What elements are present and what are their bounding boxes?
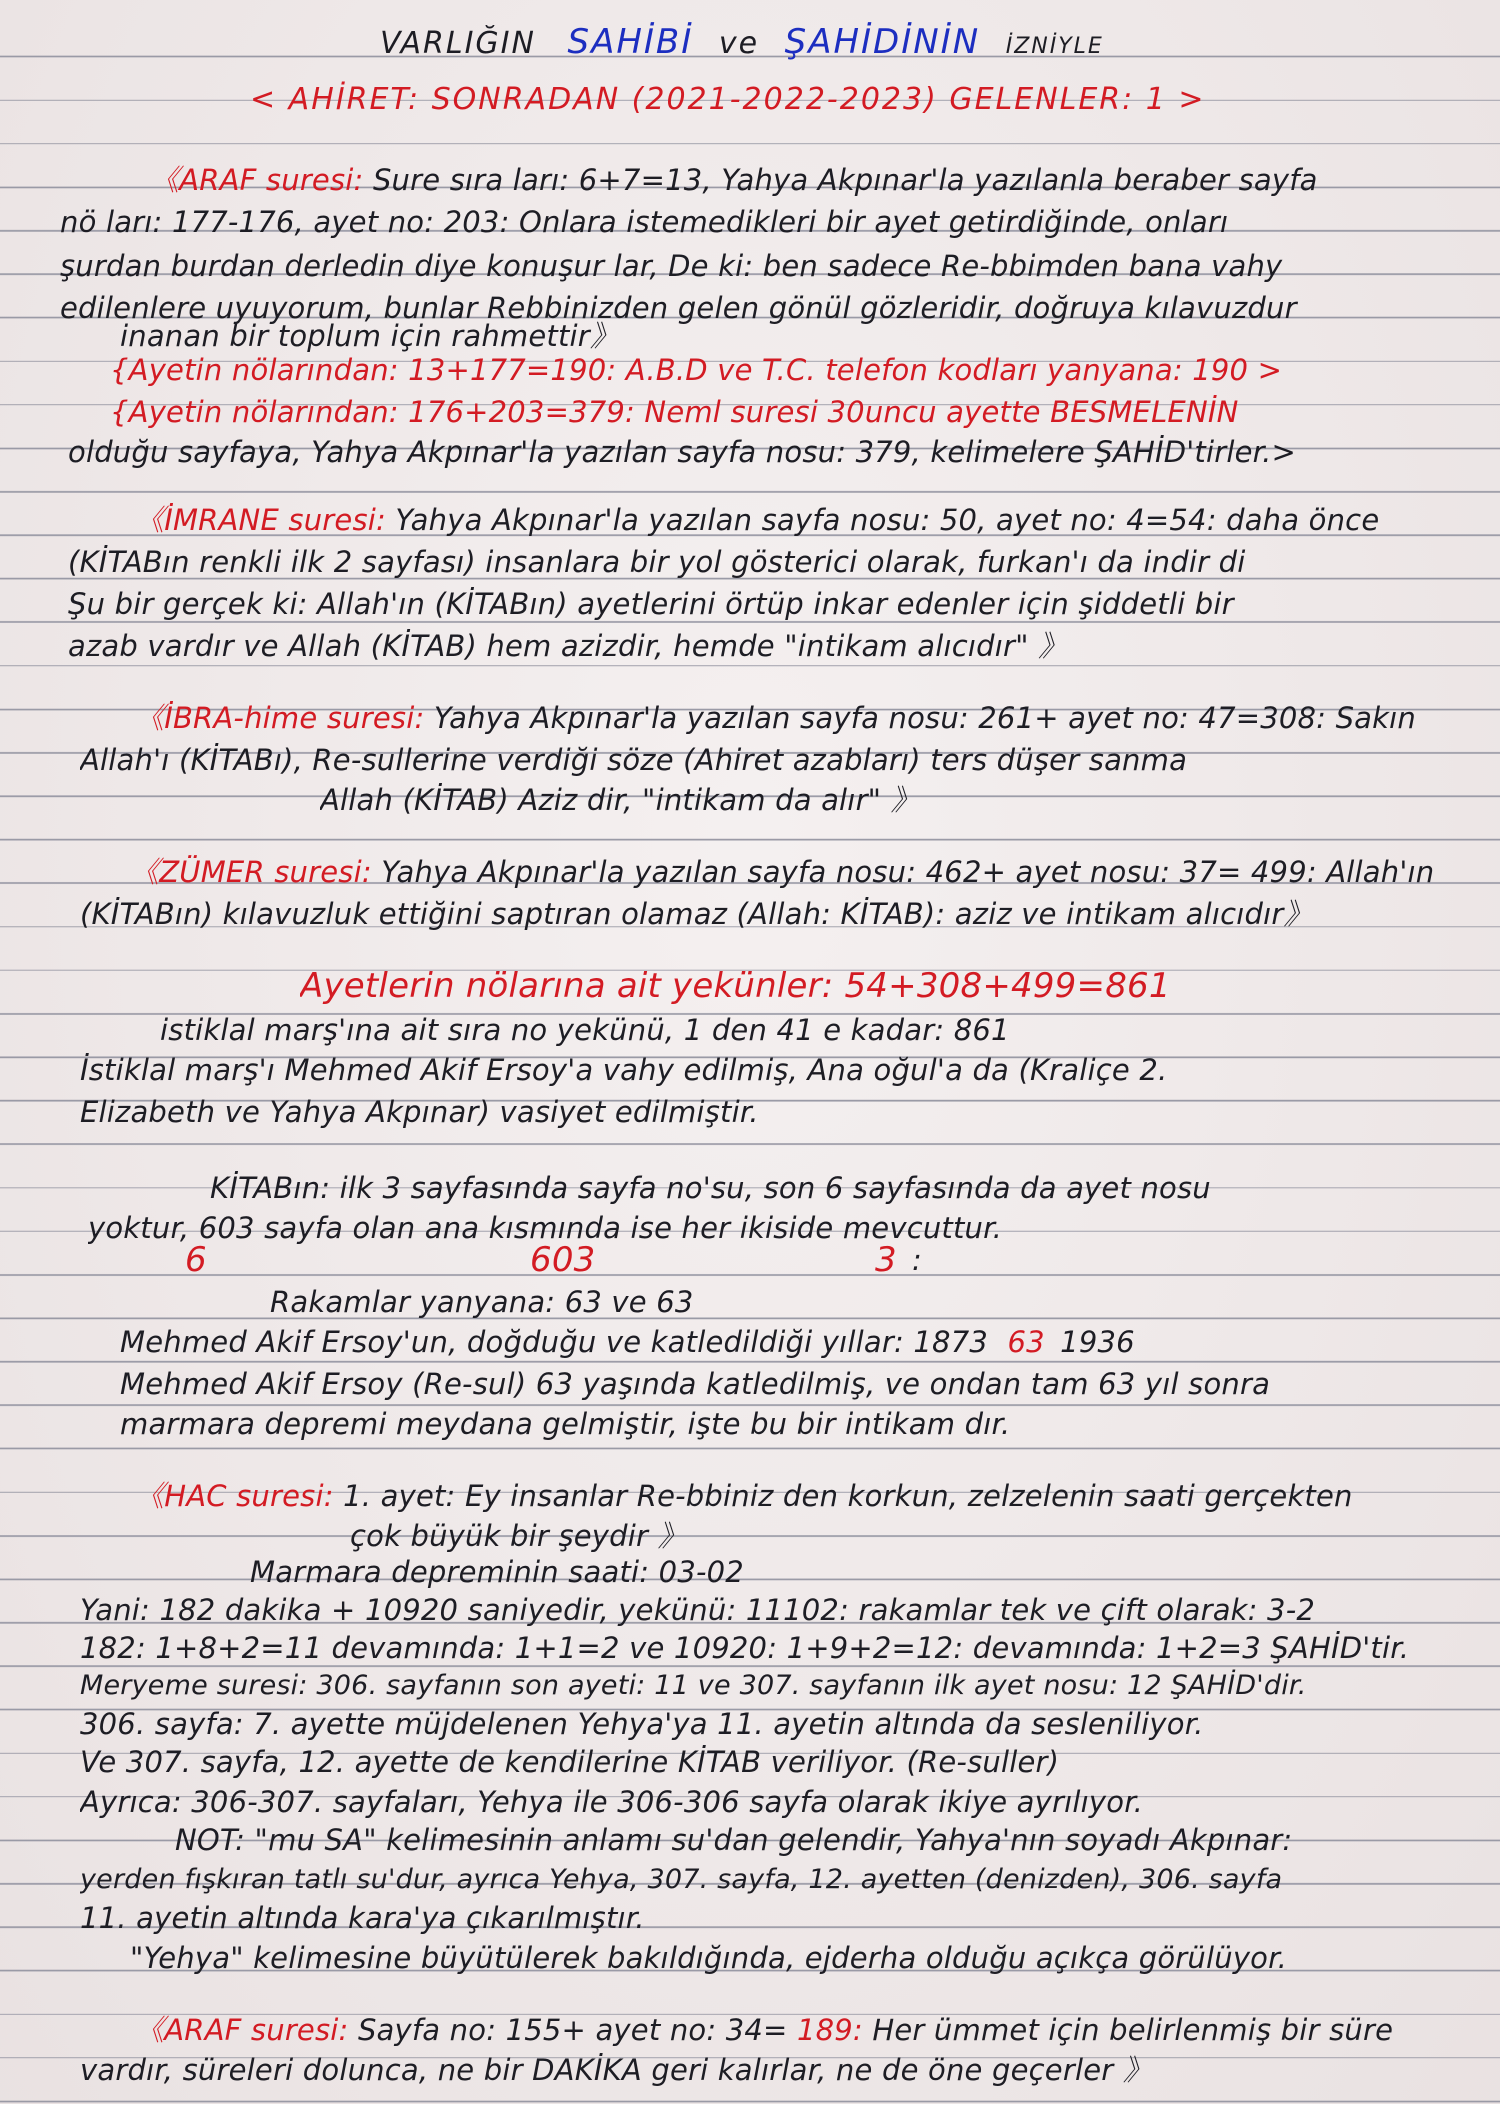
- hac-line-11: yerden fışkıran tatlı su'dur, ayrıca Yehya, 307. sayfa, 12. ayetten (denizden), 306. sayfa: [80, 1864, 1283, 1895]
- number-colon: :: [912, 1243, 922, 1277]
- page-subtitle: < AHİRET: SONRADAN (2021-2022-2023) GELENLER: 1 >: [250, 82, 1206, 117]
- araf-2-text-1-red: 189:: [796, 2013, 863, 2047]
- title-word-sahibi: SAHİBİ: [567, 22, 694, 62]
- hac-line-6: Meryeme suresi: 306. sayfanın son ayeti: 11 ve 307. sayfanın ilk ayet nosu: 12 ŞAHİD'dir.: [80, 1670, 1307, 1701]
- imrane-text-1: Yahya Akpınar'la yazılan sayfa nosu: 50, ayet no: 4=54: daha önce: [395, 503, 1380, 537]
- hac-label: 《HAC suresi:: [135, 1479, 334, 1513]
- hac-line-4: Yani: 182 dakika + 10920 saniyedir, yekünü: 11102: rakamlar tek ve çift olarak: 3-2: [80, 1593, 1316, 1627]
- ibrahime-label: 《İBRA-hime suresi:: [135, 701, 425, 735]
- zumer-line-2: (KİTABın) kılavuzluk ettiğini saptıran olamaz (Allah: KİTAB): aziz ve intikam alıcıdır》: [80, 897, 1313, 931]
- number-6: 6: [185, 1240, 207, 1280]
- kitab-line-2: yoktur, 603 sayfa olan ana kısmında ise her ikiside mevcuttur.: [88, 1211, 1003, 1245]
- araf-1-line-3: şurdan burdan derledin diye konuşur lar, De ki: ben sadece Re-bbimden bana vahy: [60, 249, 1283, 283]
- totals-line-1: istiklal marş'ına ait sıra no yekünü, 1 den 41 e kadar: 861: [160, 1013, 1010, 1047]
- araf-2-text-1b: Her ümmet için belirlenmiş bir süre: [872, 2013, 1394, 2047]
- number-3: 3: [875, 1240, 897, 1280]
- araf-1-text-7: {Ayetin nölarından: 176+203=379: Neml suresi 30uncu ayette BESMELENİN: [110, 395, 1239, 429]
- totals-line-3: Elizabeth ve Yahya Akpınar) vasiyet edilmiştir.: [80, 1095, 759, 1129]
- ibrahime-line-1: [135, 698, 1500, 738]
- araf-1-line-4: edilenlere uyuyorum, bunlar Rebbinizden gelen gönül gözleridir, doğruya kılavuzdur: [60, 291, 1297, 325]
- hac-text-1: 1. ayet: Ey insanlar Re-bbiniz den korkun, zelzelenin saati gerçekten: [343, 1479, 1353, 1513]
- kitab-line-1: KİTABın: ilk 3 sayfasında sayfa no'su, son 6 sayfasında da ayet nosu: [210, 1171, 1211, 1205]
- imrane-line-4: azab vardır ve Allah (KİTAB) hem azizdir, hemde "intikam alıcıdır" 》: [68, 629, 1068, 663]
- araf-1-line-2: nö ları: 177-176, ayet no: 203: Onlara istemedikleri bir ayet getirdiğinde, onları: [60, 205, 1229, 239]
- kitab-line-4: [120, 1322, 1500, 1362]
- title-word-sahidinin: ŞAHİDİNİN: [784, 22, 981, 62]
- page-title: [380, 22, 1280, 67]
- zumer-text-1: Yahya Akpınar'la yazılan sayfa nosu: 462+ ayet nosu: 37= 499: Allah'ın: [381, 855, 1435, 889]
- zumer-line-1: [130, 852, 1500, 892]
- hac-line-2: çok büyük bir şeydir 》: [350, 1519, 687, 1553]
- hac-line-7: 306. sayfa: 7. ayette müjdelenen Yehya'ya 11. ayetin altında da sesleniliyor.: [80, 1707, 1204, 1741]
- hac-line-1: [135, 1476, 1500, 1516]
- araf-1-label: 《ARAF suresi:: [150, 163, 364, 197]
- araf-1-line-7: [110, 392, 1500, 432]
- totals-line-2: İstiklal marş'ı Mehmed Akif Ersoy'a vahy edilmiş, Ana oğul'a da (Kraliçe 2.: [80, 1053, 1168, 1087]
- hac-line-3: Marmara depreminin saati: 03-02: [250, 1555, 744, 1589]
- title-word-ve: ve: [718, 26, 760, 61]
- kitab-text-4b: 1936: [1060, 1325, 1135, 1359]
- hac-line-10: NOT: "mu SA" kelimesinin anlamı su'dan gelendir, Yahya'nın soyadı Akpınar:: [175, 1823, 1293, 1857]
- araf-1-line-8: olduğu sayfaya, Yahya Akpınar'la yazılan sayfa nosu: 379, kelimelere ŞAHİD'tirler.>: [68, 435, 1297, 469]
- title-word-izniyle: İZNİYLE: [1005, 34, 1104, 59]
- araf-2-line-1: [135, 2010, 1500, 2050]
- imrane-label: 《İMRANE suresi:: [135, 503, 386, 537]
- araf-1-text-1: Sure sıra ları: 6+7=13, Yahya Akpınar'la yazılanla beraber sayfa: [372, 163, 1318, 197]
- hac-line-9: Ayrıca: 306-307. sayfaları, Yehya ile 306-306 sayfa olarak ikiye ayrılıyor.: [80, 1785, 1144, 1819]
- hac-line-8: Ve 307. sayfa, 12. ayette de kendilerine KİTAB veriliyor. (Re-suller): [80, 1745, 1060, 1779]
- araf-1-line-5: inanan bir toplum için rahmettir》: [120, 319, 620, 353]
- imrane-line-1: [135, 500, 1500, 540]
- araf-2-label: 《ARAF suresi:: [135, 2013, 349, 2047]
- title-word-varligin: VARLIĞIN: [380, 26, 536, 61]
- araf-1-line-1: [150, 160, 1500, 200]
- hac-line-13: "Yehya" kelimesine büyütülerek bakıldığında, ejderha olduğu açıkça görülüyor.: [130, 1941, 1288, 1975]
- kitab-line-5: Mehmed Akif Ersoy (Re-sul) 63 yaşında katledilmiş, ve ondan tam 63 yıl sonra: [120, 1367, 1271, 1401]
- ibrahime-line-2: Allah'ı (KİTABı), Re-sullerine verdiği söze (Ahiret azabları) ters düşer sanma: [80, 743, 1188, 777]
- imrane-line-2: (KİTABın renkli ilk 2 sayfası) insanlara bir yol gösterici olarak, furkan'ı da indir di: [68, 545, 1246, 579]
- hac-line-12: 11. ayetin altında kara'ya çıkarılmıştır.: [80, 1901, 645, 1935]
- kitab-line-3: Rakamlar yanyana: 63 ve 63: [270, 1285, 694, 1319]
- kitab-text-4a: Mehmed Akif Ersoy'un, doğduğu ve katledildiği yıllar: 1873: [120, 1325, 989, 1359]
- ibrahime-line-3: Allah (KİTAB) Aziz dir, "intikam da alır" 》: [320, 783, 920, 817]
- hac-line-5: 182: 1+8+2=11 devamında: 1+1=2 ve 10920: 1+9+2=12: devamında: 1+2=3 ŞAHİD'tir.: [80, 1631, 1410, 1665]
- kitab-line-6: marmara depremi meydana gelmiştir, işte bu bir intikam dır.: [120, 1407, 1011, 1441]
- kitab-numbers: [0, 1240, 1500, 1286]
- ibrahime-text-1: Yahya Akpınar'la yazılan sayfa nosu: 261+ ayet no: 47=308: Sakın: [433, 701, 1416, 735]
- number-603: 603: [530, 1240, 596, 1280]
- totals-heading: Ayetlerin nölarına ait yekünler: 54+308+499=861: [300, 966, 1171, 1006]
- zumer-label: 《ZÜMER suresi:: [130, 855, 372, 889]
- araf-2-line-2: vardır, süreleri dolunca, ne bir DAKİKA geri kalırlar, ne de öne geçerler 》: [80, 2053, 1153, 2087]
- araf-2-text-1a: Sayfa no: 155+ ayet no: 34=: [357, 2013, 788, 2047]
- imrane-line-3: Şu bir gerçek ki: Allah'ın (KİTABın) ayetlerini örtüp inkar edenler için şiddetli bir: [68, 587, 1234, 621]
- kitab-text-4-red: 63: [1007, 1325, 1045, 1359]
- araf-1-line-6: {Ayetin nölarından: 13+177=190: A.B.D ve T.C. telefon kodları yanyana: 190 >: [110, 353, 1283, 387]
